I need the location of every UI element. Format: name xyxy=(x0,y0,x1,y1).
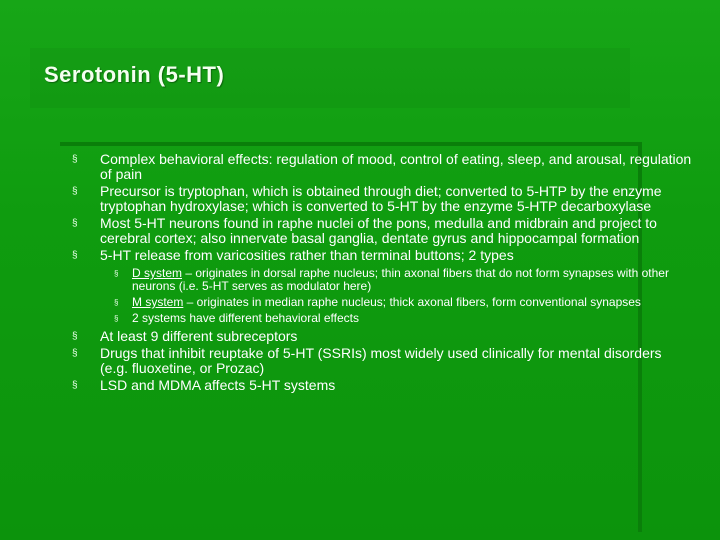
list-item xyxy=(72,346,692,376)
sub-list-item xyxy=(104,312,677,325)
bullet-icon: § xyxy=(72,380,78,391)
bullet-icon: § xyxy=(114,269,119,278)
sub-list-item xyxy=(104,267,677,293)
list-item xyxy=(72,248,692,263)
sub-item-text: – originates in median raphe nucleus; thick axonal fibers, form conventional synapses xyxy=(183,295,641,309)
list-item xyxy=(72,378,692,393)
bullet-icon: § xyxy=(114,298,119,307)
sub-item-text: – originates in dorsal raphe nucleus; thin axonal fibers that do not form synapses with other neurons (i.e. 5-HT serves as modulator here) xyxy=(132,266,669,293)
bullet-icon: § xyxy=(72,186,78,197)
list-item-text: LSD and MDMA affects 5-HT systems xyxy=(100,377,336,393)
list-item xyxy=(72,216,692,246)
sub-item-term: D system xyxy=(132,266,183,280)
list-item-text: Precursor is tryptophan, which is obtained through diet; converted to 5-HTP by the enzyme tryptophan hydroxylase; which is converted to 5-HT by the enzyme 5-HTP decarboxylase xyxy=(100,183,662,214)
list-item-text: 5-HT release from varicosities rather than terminal buttons; 2 types xyxy=(100,247,514,263)
bullet-icon: § xyxy=(72,331,78,342)
bullet-list xyxy=(72,152,692,395)
list-item xyxy=(72,329,692,344)
sub-item-text: 2 systems have different behavioral effects xyxy=(132,311,360,325)
bullet-icon: § xyxy=(72,218,78,229)
list-item-text: Complex behavioral effects: regulation of mood, control of eating, sleep, and arousal, regulation of pain xyxy=(100,151,692,182)
list-item-text: Most 5-HT neurons found in raphe nuclei of the pons, medulla and midbrain and project to cerebral cortex; also innervate basal ganglia, dentate gyrus and hippocampal formation xyxy=(100,215,657,246)
bullet-icon: § xyxy=(114,314,119,323)
list-item-text: Drugs that inhibit reuptake of 5-HT (SSRIs) most widely used clinically for mental disorders (e.g. fluoxetine, or Prozac) xyxy=(100,345,662,376)
sub-list-item xyxy=(104,296,677,309)
bullet-icon: § xyxy=(72,250,78,261)
sub-item-term: M system xyxy=(132,295,184,309)
slide-title: Serotonin (5-HT) xyxy=(44,62,225,87)
bullet-icon: § xyxy=(72,154,78,165)
bullet-icon: § xyxy=(72,348,78,359)
list-item xyxy=(72,152,692,182)
sub-list xyxy=(72,267,692,325)
list-item-text: At least 9 different subreceptors xyxy=(100,328,298,344)
list-item xyxy=(72,184,692,214)
horizontal-rule xyxy=(60,142,642,146)
